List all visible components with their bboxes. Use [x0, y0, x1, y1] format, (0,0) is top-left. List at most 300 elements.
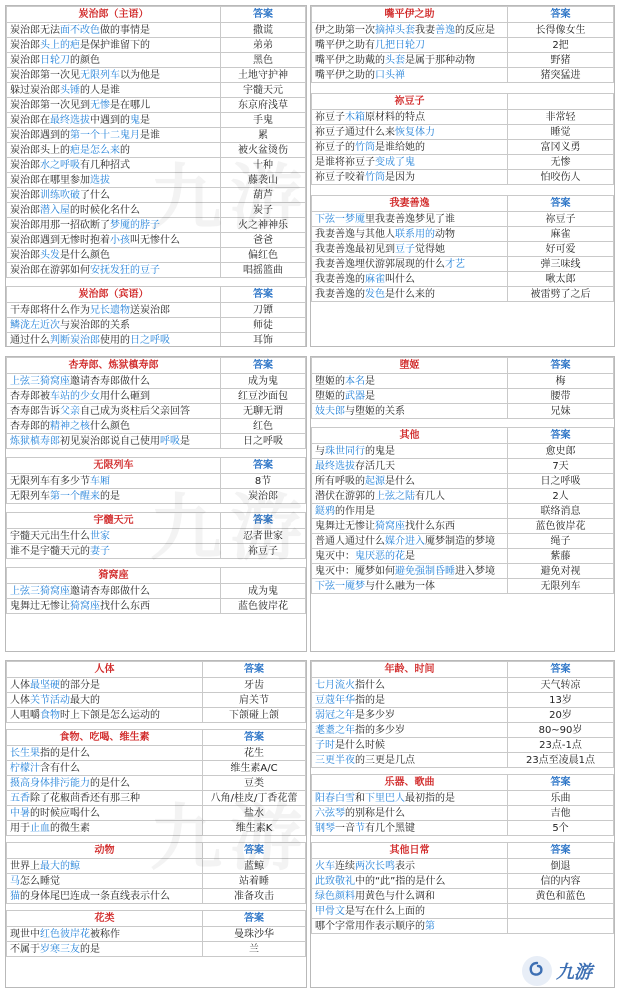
- question-text: 堕姬的: [315, 390, 345, 402]
- question-text: 的部分是: [60, 679, 100, 691]
- question-text: 是在哪儿: [110, 99, 150, 111]
- keyword-highlight: 判断炭治郎: [50, 334, 100, 346]
- question-text: 是谁给她的: [375, 141, 425, 153]
- question-text: 里我妻善逸梦见了谁: [365, 213, 455, 225]
- section-title: 年龄、时间: [312, 662, 508, 678]
- table-s16: [311, 661, 614, 768]
- keyword-highlight: 世家: [90, 530, 110, 542]
- section-header: [312, 7, 614, 23]
- table-row: [312, 753, 614, 768]
- answer-cell: 日之呼吸: [508, 474, 614, 489]
- answer-cell: 藤袭山: [221, 173, 306, 188]
- question-cell: [7, 746, 203, 761]
- answer-header: 答案: [221, 287, 306, 303]
- answer-header: 答案: [221, 458, 306, 474]
- keyword-highlight: 头发: [40, 249, 60, 261]
- keyword-highlight: 六弦琴: [315, 807, 345, 819]
- section-header: [7, 287, 306, 303]
- section-header: [7, 730, 306, 746]
- question-text: 无限列车: [10, 490, 50, 502]
- question-text: 一音: [335, 822, 355, 834]
- answer-cell: 被雷劈了之后: [508, 287, 614, 302]
- section-title: 人体: [7, 662, 203, 678]
- table-row: [312, 874, 614, 889]
- answer-cell: 好可爱: [508, 242, 614, 257]
- section-title: 祢豆子: [312, 94, 508, 110]
- answer-cell: 曼珠沙华: [203, 927, 306, 942]
- keyword-highlight: 发色: [365, 288, 385, 300]
- section-header: [7, 458, 306, 474]
- answer-header: 答案: [203, 843, 306, 859]
- keyword-highlight: 最坚硬: [30, 679, 60, 691]
- table-row: [312, 444, 614, 459]
- keyword-highlight: 甲骨文: [315, 905, 345, 917]
- question-cell: [7, 419, 221, 434]
- section-title: 炭治郎（主语）: [7, 7, 221, 23]
- keyword-highlight: 无惨: [90, 99, 110, 111]
- table-row: [7, 143, 306, 158]
- question-text: 表示: [395, 860, 415, 872]
- question-text: 炭治郎第一次见: [10, 69, 80, 81]
- question-text: 是: [365, 375, 375, 387]
- question-cell: [312, 389, 508, 404]
- question-cell: [7, 761, 203, 776]
- table-row: [7, 374, 306, 389]
- question-text: 魇梦制造的梦境: [425, 535, 495, 547]
- table-row: [7, 434, 306, 449]
- question-text: 是: [140, 114, 150, 126]
- block-top-right: [310, 5, 615, 347]
- question-text: 是属于那种动物: [405, 54, 475, 66]
- keyword-highlight: 上弦三猗窝座: [10, 585, 70, 597]
- keyword-highlight: 最终选拔: [50, 114, 90, 126]
- answer-cell: 炭治郎: [221, 489, 306, 504]
- table-s17: [311, 774, 614, 836]
- question-cell: [7, 678, 203, 693]
- keyword-highlight: 猫: [10, 890, 20, 902]
- question-text: 进入梦境: [455, 565, 495, 577]
- keyword-highlight: 摄高身体排污能力: [10, 777, 90, 789]
- question-text: 的作用是: [335, 505, 375, 517]
- answer-cell: 绳子: [508, 534, 614, 549]
- question-cell: [312, 257, 508, 272]
- table-row: [7, 248, 306, 263]
- answer-cell: 2把: [508, 38, 614, 53]
- answer-cell: 信的内容: [508, 874, 614, 889]
- keyword-highlight: 上弦三猗窝座: [10, 375, 70, 387]
- question-cell: [7, 693, 203, 708]
- answer-header: 答案: [508, 7, 614, 23]
- table-row: [312, 904, 614, 919]
- table-s4: [311, 93, 614, 185]
- answer-cell: 炭子: [221, 203, 306, 218]
- answer-cell: 80~90岁: [508, 723, 614, 738]
- keyword-highlight: 岁寒三友: [40, 943, 80, 955]
- answer-cell: 无限列车: [508, 579, 614, 594]
- answer-cell: 盐水: [203, 806, 306, 821]
- answer-cell: 避免对视: [508, 564, 614, 579]
- table-row: [7, 584, 306, 599]
- question-cell: [312, 444, 508, 459]
- table-s14: [6, 842, 306, 904]
- answer-cell: 兰: [203, 942, 306, 957]
- answer-cell: 下颌碰上颌: [203, 708, 306, 723]
- question-text: 炭治郎遇到无惨时抱着: [10, 234, 110, 246]
- question-text: 所有呼吸的: [315, 475, 365, 487]
- table-row: [7, 83, 306, 98]
- question-text: 是什么时候: [335, 739, 385, 751]
- question-text: 的时候化名什么: [70, 204, 140, 216]
- question-text: 邀请杏寿郎做什么: [70, 375, 150, 387]
- question-text: 最初指的是: [405, 792, 455, 804]
- keyword-highlight: 联系用的: [395, 228, 435, 240]
- keyword-highlight: 长生果: [10, 747, 40, 759]
- question-cell: [312, 23, 508, 38]
- section-title: 我妻善逸: [312, 196, 508, 212]
- question-text: 有几种招式: [80, 159, 130, 171]
- question-cell: [312, 723, 508, 738]
- question-cell: [7, 98, 221, 113]
- table-row: [312, 389, 614, 404]
- question-text: 的是: [100, 490, 120, 502]
- answer-cell: 梅: [508, 374, 614, 389]
- keyword-highlight: 两次长鸣: [355, 860, 395, 872]
- keyword-highlight: 钢琴: [315, 822, 335, 834]
- table-row: [312, 272, 614, 287]
- question-text: 找什么东西: [405, 520, 455, 532]
- section-header: [312, 775, 614, 791]
- section-title: 花类: [7, 911, 203, 927]
- question-cell: [7, 128, 221, 143]
- keyword-highlight: 鎹鸦: [315, 505, 335, 517]
- keyword-highlight: 绿色颜料: [315, 890, 355, 902]
- table-row: [312, 242, 614, 257]
- question-text: 我妻善逸的: [315, 288, 365, 300]
- answer-cell: 啾太郎: [508, 272, 614, 287]
- table-row: [312, 738, 614, 753]
- answer-cell: 蓝鲸: [203, 859, 306, 874]
- question-text: 鬼舞辻无惨让: [10, 600, 70, 612]
- question-cell: [7, 333, 221, 348]
- question-text: 有几个黑键: [365, 822, 415, 834]
- answer-cell: 2人: [508, 489, 614, 504]
- table-row: [312, 23, 614, 38]
- table-s2: [6, 286, 306, 347]
- table-row: [312, 791, 614, 806]
- section-title: 食物、吃喝、维生素: [7, 730, 203, 746]
- question-text: 炭治郎遇到的: [10, 129, 70, 141]
- keyword-highlight: 最终选拔: [315, 460, 355, 472]
- question-text: 祢豆子的: [315, 141, 355, 153]
- answer-cell: 13岁: [508, 693, 614, 708]
- question-text: 躲过炭治郎: [10, 84, 60, 96]
- question-text: 嘴平伊之助的: [315, 69, 375, 81]
- question-text: 炭治郎: [10, 54, 40, 66]
- table-s9: [6, 567, 306, 614]
- question-cell: [312, 708, 508, 723]
- table-row: [312, 257, 614, 272]
- keyword-highlight: 豆蔻年华: [315, 694, 355, 706]
- question-text: 哪个字常用作表示顺序的: [315, 920, 425, 932]
- answer-header: 答案: [508, 775, 614, 791]
- keyword-highlight: 呼吸: [160, 435, 180, 447]
- question-text: 的别称是什么: [345, 807, 405, 819]
- block-mid-left: [5, 356, 307, 652]
- question-cell: [312, 272, 508, 287]
- table-row: [312, 504, 614, 519]
- answer-header: [221, 568, 306, 584]
- question-cell: [7, 389, 221, 404]
- block-top-left: [5, 5, 307, 347]
- question-cell: [7, 158, 221, 173]
- answer-header: 答案: [203, 730, 306, 746]
- question-text: 中遇到的: [90, 114, 130, 126]
- question-cell: [312, 519, 508, 534]
- question-text: 炭治郎在游郭如何: [10, 264, 90, 276]
- answer-cell: 准备攻击: [203, 889, 306, 904]
- question-cell: [312, 489, 508, 504]
- question-cell: [7, 708, 203, 723]
- question-text: 叫什么: [385, 273, 415, 285]
- answer-cell: 23点至凌晨1点: [508, 753, 614, 768]
- keyword-highlight: 精神之核: [50, 420, 90, 432]
- answer-header: 答案: [221, 513, 306, 529]
- question-text: 杏寿郎告诉: [10, 405, 60, 417]
- section-header: [312, 428, 614, 444]
- question-cell: [7, 173, 221, 188]
- answer-cell: 野猪: [508, 53, 614, 68]
- question-text: 嘴平伊之助戴的: [315, 54, 385, 66]
- question-text: 和: [355, 792, 365, 804]
- keyword-highlight: 火车: [315, 860, 335, 872]
- keyword-highlight: 红色彼岸花: [40, 928, 90, 940]
- question-text: 杏寿郎的: [10, 420, 50, 432]
- keyword-highlight: 面不改色: [60, 24, 100, 36]
- section-title: 杏寿郎、炼狱槙寿郎: [7, 358, 221, 374]
- question-text: 被称作: [90, 928, 120, 940]
- keyword-highlight: 猗窝座: [70, 600, 100, 612]
- question-cell: [312, 170, 508, 185]
- keyword-highlight: 几把日轮刀: [375, 39, 425, 51]
- table-s15: [6, 910, 306, 957]
- question-text: 人体: [10, 694, 30, 706]
- question-text: 初见炭治郎说自己使用: [60, 435, 160, 447]
- keyword-highlight: 止血: [30, 822, 50, 834]
- table-row: [312, 534, 614, 549]
- table-row: [7, 158, 306, 173]
- section-header: [7, 662, 306, 678]
- answer-cell: 倒退: [508, 859, 614, 874]
- nine-game-logo-icon: [522, 956, 552, 986]
- answer-cell: 黑色: [221, 53, 306, 68]
- keyword-highlight: 此致敬礼: [315, 875, 355, 887]
- keyword-highlight: 妻子: [90, 545, 110, 557]
- table-row: [7, 708, 306, 723]
- answer-cell: 红豆沙面包: [221, 389, 306, 404]
- question-cell: [7, 489, 221, 504]
- answer-header: 答案: [508, 196, 614, 212]
- question-cell: [7, 374, 221, 389]
- keyword-highlight: 小孩: [110, 234, 130, 246]
- table-row: [7, 489, 306, 504]
- table-row: [312, 287, 614, 302]
- question-cell: [312, 889, 508, 904]
- table-row: [7, 404, 306, 419]
- answer-cell: 5个: [508, 821, 614, 836]
- question-text: 谁不是宇髓天元的: [10, 545, 90, 557]
- question-text: 找什么东西: [100, 600, 150, 612]
- question-text: 我妻善逸最初见到: [315, 243, 395, 255]
- question-text: 是谁将祢豆子: [315, 156, 375, 168]
- question-text: 除了花椒茴香还有那三种: [30, 792, 140, 804]
- question-text: 通过什么: [10, 334, 50, 346]
- question-cell: [312, 859, 508, 874]
- keyword-highlight: 五香: [10, 792, 30, 804]
- table-row: [312, 474, 614, 489]
- question-cell: [7, 821, 203, 836]
- question-text: 的是: [80, 943, 100, 955]
- keyword-highlight: 摘掉头套: [375, 24, 415, 36]
- answer-cell: 怕咬伤人: [508, 170, 614, 185]
- question-text: 我妻善逸的: [315, 273, 365, 285]
- answer-header: 答案: [508, 358, 614, 374]
- question-text: 指的是什么: [40, 747, 90, 759]
- table-row: [7, 761, 306, 776]
- answer-cell: 无聊无谓: [221, 404, 306, 419]
- question-text: 是什么颜色: [60, 249, 110, 261]
- question-cell: [7, 318, 221, 333]
- answer-header: 答案: [508, 428, 614, 444]
- question-text: 人咀嚼: [10, 709, 40, 721]
- answer-header: 答案: [203, 911, 306, 927]
- section-header: [7, 568, 306, 584]
- question-cell: [312, 693, 508, 708]
- question-text: 炭治郎: [10, 249, 40, 261]
- keyword-highlight: 马: [10, 875, 20, 887]
- table-row: [7, 218, 306, 233]
- question-text: 世界上: [10, 860, 40, 872]
- table-row: [7, 678, 306, 693]
- answer-cell: 花生: [203, 746, 306, 761]
- question-text: 的: [120, 144, 130, 156]
- answer-cell: 牙齿: [203, 678, 306, 693]
- answer-cell: 20岁: [508, 708, 614, 723]
- question-text: 了什么: [80, 189, 110, 201]
- table-s3: [311, 6, 614, 83]
- answer-cell: 吉他: [508, 806, 614, 821]
- answer-cell: 被火盆烫伤: [221, 143, 306, 158]
- answer-cell: 黄色和蓝色: [508, 889, 614, 904]
- question-cell: [7, 113, 221, 128]
- table-row: [312, 212, 614, 227]
- question-cell: [312, 678, 508, 693]
- answer-cell: 火之神神乐: [221, 218, 306, 233]
- keyword-highlight: 安抚发狂的豆子: [90, 264, 160, 276]
- question-text: 送炭治郎: [130, 304, 170, 316]
- answer-header: 答案: [221, 7, 306, 23]
- question-cell: [7, 776, 203, 791]
- question-cell: [7, 927, 203, 942]
- question-text: 是保护谁留下的: [80, 39, 150, 51]
- table-row: [7, 389, 306, 404]
- question-cell: [7, 599, 221, 614]
- answer-cell: 成为鬼: [221, 584, 306, 599]
- question-text: 宇髓天元出生什么: [10, 530, 90, 542]
- question-text: 的鬼是: [365, 445, 395, 457]
- question-text: 人体: [10, 679, 30, 691]
- keyword-highlight: 关节活动: [30, 694, 70, 706]
- question-cell: [7, 68, 221, 83]
- question-text: 炭治郎用那一招砍断了: [10, 219, 110, 231]
- table-s11: [311, 427, 614, 594]
- table-row: [312, 489, 614, 504]
- keyword-highlight: 竹筒: [355, 141, 375, 153]
- answer-cell: 八角/桂皮/丁香花蕾: [203, 791, 306, 806]
- question-text: 指的多少岁: [355, 724, 405, 736]
- question-text: 炭治郎: [10, 39, 40, 51]
- keyword-highlight: 训练吹破: [40, 189, 80, 201]
- question-cell: [7, 859, 203, 874]
- table-row: [7, 942, 306, 957]
- question-cell: [7, 434, 221, 449]
- question-text: 做的事情是: [100, 24, 150, 36]
- question-cell: [312, 140, 508, 155]
- table-row: [312, 579, 614, 594]
- block-bottom-right: [310, 660, 615, 988]
- keyword-highlight: 才艺: [445, 258, 465, 270]
- table-row: [312, 678, 614, 693]
- question-cell: [7, 806, 203, 821]
- table-row: [7, 474, 306, 489]
- answer-cell: 东京府浅草: [221, 98, 306, 113]
- question-text: 的时候应喝什么: [30, 807, 100, 819]
- question-cell: [312, 474, 508, 489]
- table-s1: [6, 6, 306, 278]
- answer-cell: 祢豆子: [221, 544, 306, 559]
- question-cell: [312, 68, 508, 83]
- table-row: [312, 859, 614, 874]
- question-cell: [312, 404, 508, 419]
- keyword-highlight: 头锤: [60, 84, 80, 96]
- section-header: [7, 513, 306, 529]
- table-row: [312, 53, 614, 68]
- question-cell: [7, 248, 221, 263]
- question-text: 以为他是: [120, 69, 160, 81]
- keyword-highlight: 第一个醒来: [50, 490, 100, 502]
- keyword-highlight: 下弦一梦魇: [315, 213, 365, 225]
- table-row: [312, 723, 614, 738]
- keyword-highlight: 中暑: [10, 807, 30, 819]
- question-text: 我妻善逸与其他人: [315, 228, 395, 240]
- question-text: 是什么来的: [385, 288, 435, 300]
- keyword-highlight: 下里巴人: [365, 792, 405, 804]
- answer-cell: [508, 904, 614, 919]
- answer-cell: 长得像女生: [508, 23, 614, 38]
- table-row: [7, 693, 306, 708]
- question-cell: [7, 584, 221, 599]
- question-text: 炭治郎第一次见到: [10, 99, 90, 111]
- question-text: 是多少岁: [355, 709, 395, 721]
- question-cell: [7, 263, 221, 278]
- question-cell: [312, 53, 508, 68]
- question-cell: [312, 753, 508, 768]
- answer-cell: 师徒: [221, 318, 306, 333]
- question-cell: [312, 919, 508, 934]
- section-header: [7, 911, 306, 927]
- question-text: 时上下颌是怎么运动的: [60, 709, 160, 721]
- keyword-highlight: 潜入屋: [40, 204, 70, 216]
- question-cell: [7, 143, 221, 158]
